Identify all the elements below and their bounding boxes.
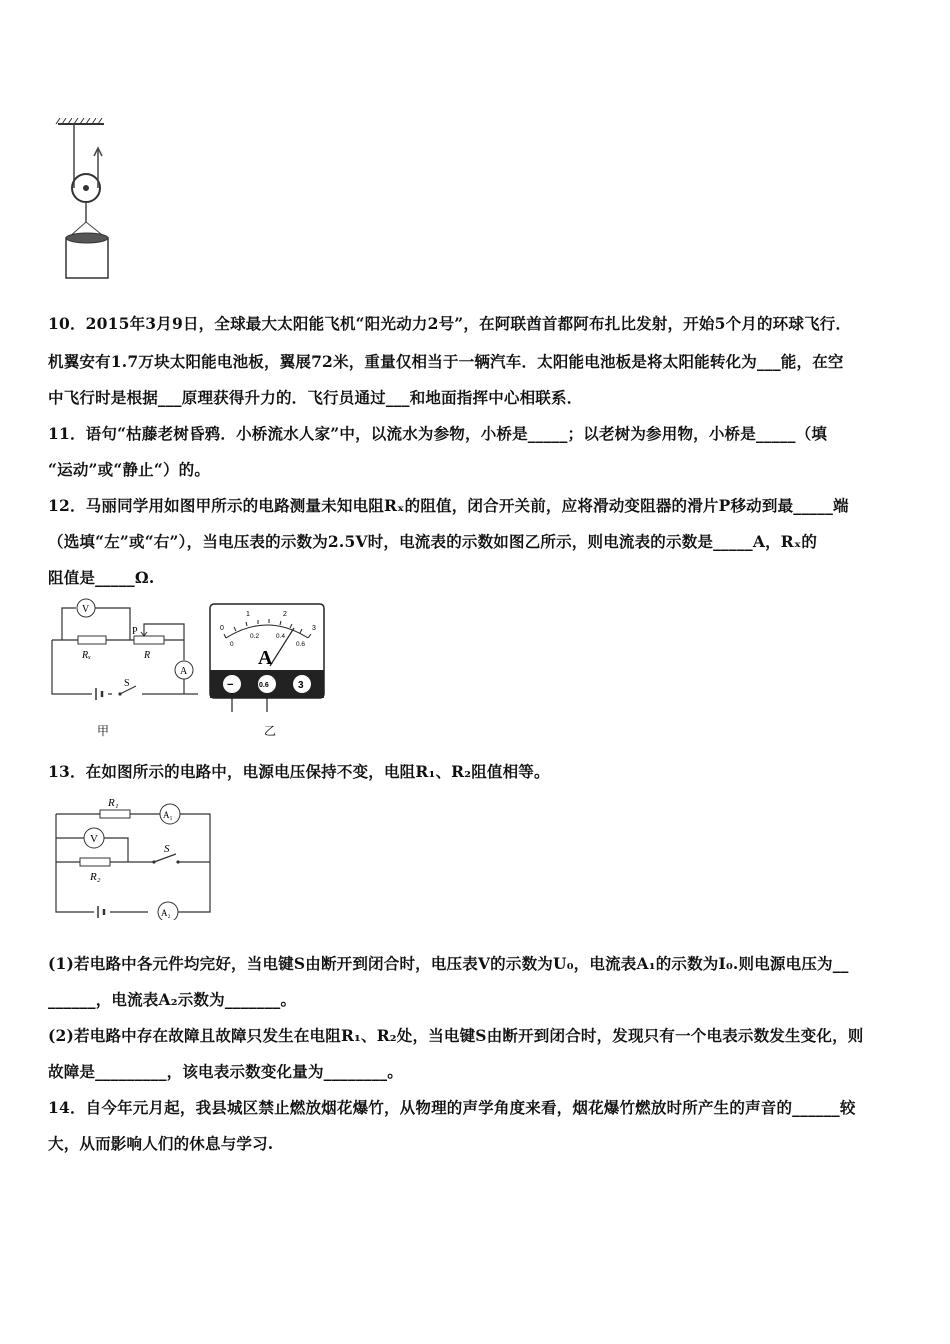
ammeter-letter: A [258,647,273,669]
q12-line-3: 阻值是_____Ω. [48,568,155,587]
figure-a-caption: 甲 [97,724,110,738]
ammeter-label: A [180,666,188,677]
r2-label: R₂ [90,871,101,883]
a1-label: A₁ [163,810,173,820]
q13-part1-line-1: (1)若电路中各元件均完好，当电键S由断开到闭合时，电压表V的示数为U₀，电流表A₁的示数为I₀.则电源电压为__ [48,954,849,973]
pulley-figure [52,118,122,286]
terminal-0-6: 0.6 [259,682,269,689]
tick-bottom-3: 0.6 [296,641,306,648]
q12-line-1: 12．马丽同学用如图甲所示的电路测量未知电阻Rₓ的阻值，闭合开关前，应将滑动变阻器的滑片P移动到最_____端 [48,496,849,515]
q10-line-2: 机翼安有1.7万块太阳能电池板，翼展72米，重量仅相当于一辆汽车．太阳能电池板是将太阳能转化为___能，在空 [48,352,844,371]
tick-top-3: 3 [312,625,316,632]
voltmeter-label: V [82,604,90,615]
q13-part1-line-2: ______，电流表A₂示数为_______。 [48,990,297,1009]
r1-resistor [100,810,130,818]
q14-line-2: 大，从而影响人们的休息与学习. [48,1134,274,1153]
rx-label: Rₓ [82,650,91,661]
figure-b-caption: 乙 [264,724,277,738]
q12-line-2: （选填“左”或“右”），当电压表的示数为2.5V时，电流表的示数如图乙所示，则电流表的示数是_____A，Rₓ的 [48,532,818,551]
r-label: R [144,650,151,661]
rx-resistor [78,636,106,644]
terminal-3: 3 [298,680,304,691]
q13-part2-line-1: (2)若电路中存在故障且故障只发生在电阻R₁、R₂处，当电键S由断开到闭合时，发现只有一个电表示数发生变化，则 [48,1026,864,1045]
q11-line-1: 11．语句“枯藤老树昏鸦．小桥流水人家”中，以流水为参物，小桥是_____；以老树为参用物，小桥是_____（填 [48,424,828,443]
switch-s-label: S [124,678,130,689]
q14-line-1: 14．自今年元月起，我县城区禁止燃放烟花爆竹，从物理的声学角度来看，烟花爆竹燃放时所产生的声音的______较 [48,1098,856,1117]
circuit-figure-13 [50,790,215,920]
q13-line-1: 13．在如图所示的电路中，电源电压保持不变，电阻R₁、R₂阻值相等。 [48,762,550,781]
q10-line-1: 10．2015年3月9日，全球最大太阳能飞机“阳光动力2号”，在阿联酋首都阿布扎比发射，开始5个月的环球飞行． [48,314,852,333]
ammeter-figure-b [208,602,328,714]
tick-top-2: 2 [283,611,287,618]
tick-top-0: 0 [220,625,224,632]
tick-top-1: 1 [246,611,250,618]
q13-part2-line-2: 故障是_________，该电表示数变化量为________。 [48,1062,403,1081]
a2-label: A₂ [161,908,171,918]
slider-p-label: P [132,626,138,637]
tick-bottom-2: 0.4 [276,633,286,640]
v-label: V [90,833,98,845]
r2-resistor [80,858,110,866]
tick-bottom-0: 0 [230,641,234,648]
r1-label: R₁ [108,797,119,809]
q10-line-3: 中飞行时是根据___原理获得升力的．飞行员通过___和地面指挥中心相联系． [48,388,583,407]
terminal-negative: − [227,679,234,691]
circuit-figure-a [48,596,198,706]
rheostat [134,636,164,644]
s-label: S [164,843,170,855]
tick-bottom-1: 0.2 [250,633,260,640]
q11-line-2: “运动”或“静止“）的。 [48,460,211,479]
